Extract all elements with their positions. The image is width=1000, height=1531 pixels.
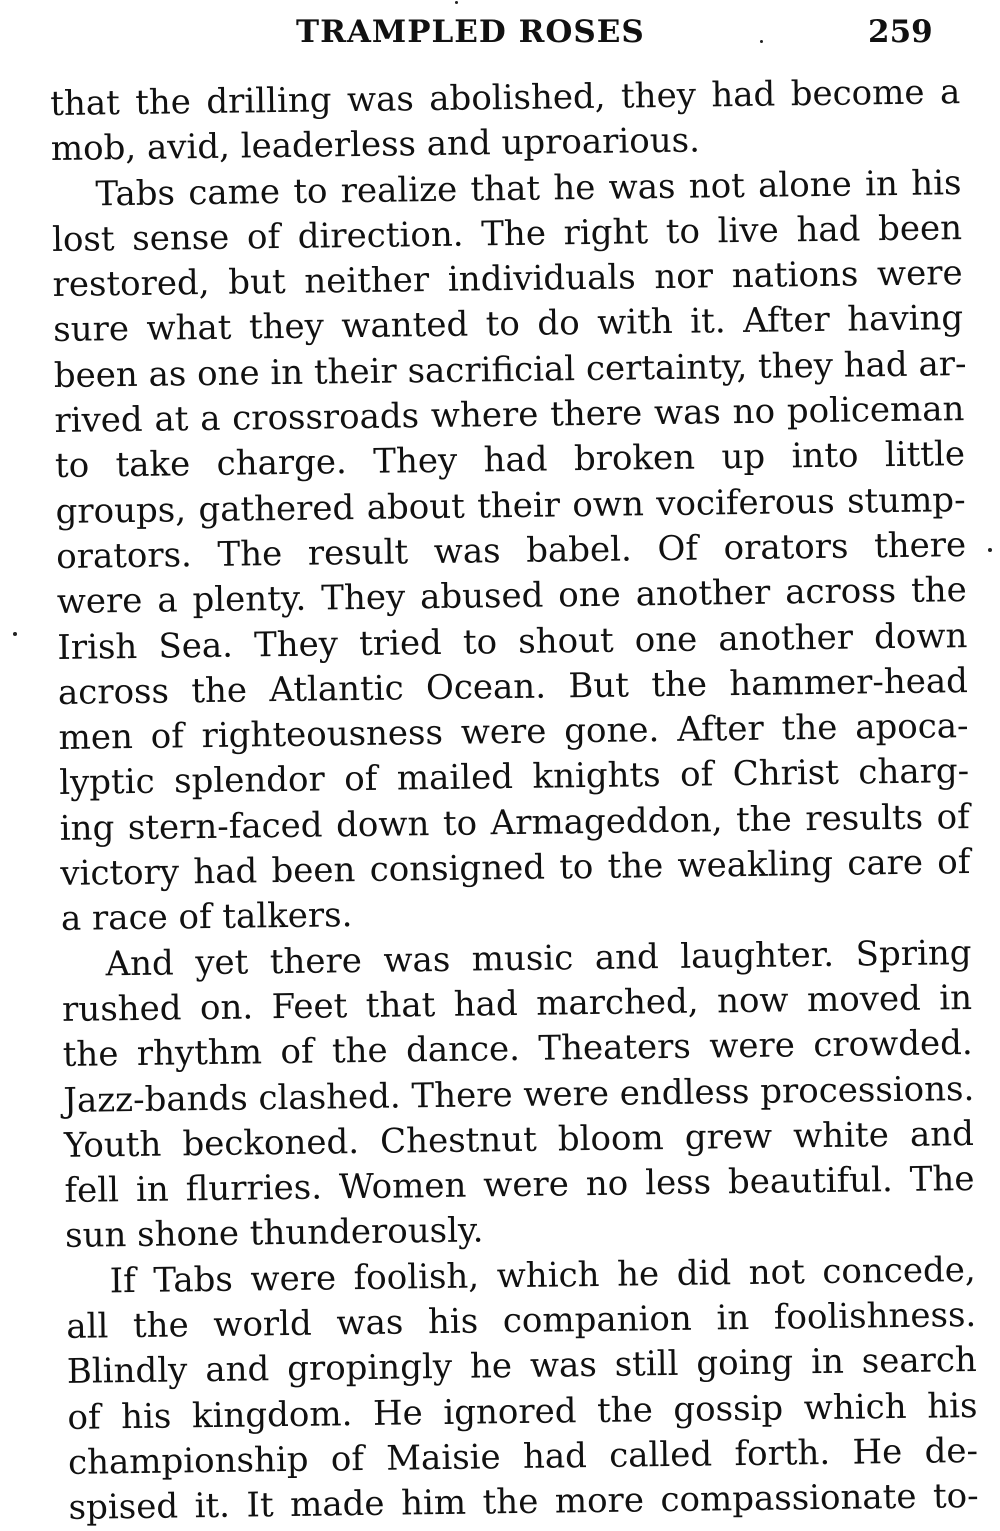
text-line: rushed on. Feet that had marched, now moved in (61, 977, 973, 1030)
print-speck (455, 1, 458, 4)
running-title: TRAMPLED ROSES (296, 14, 645, 50)
print-speck (988, 548, 992, 552)
text-line: Youth beckoned. Chestnut bloom grew white and (63, 1113, 975, 1166)
text-line: If Tabs were foolish, which he did not concede, (109, 1249, 976, 1302)
text-line: sure what they wanted to do with it. After having (52, 298, 964, 351)
text-line: lyptic splendor of mailed knights of Christ charg- (58, 751, 970, 804)
text-line: championship of Maisie had called forth. He de- (67, 1430, 979, 1483)
text-line: lost sense of direction. The right to live had been (51, 207, 963, 260)
print-speck (760, 40, 763, 43)
print-speck (13, 632, 17, 636)
text-line: of his kingdom. He ignored the gossip which his (67, 1385, 978, 1438)
running-head (0, 8, 1000, 58)
text-line: all the world was his companion in foolishness. (66, 1294, 977, 1347)
text-line: spised it. It made him the more compassionate to- (68, 1476, 979, 1529)
text-line: Jazz-bands clashed. There were endless processions. (63, 1068, 975, 1121)
text-line: groups, gathered about their own vociferous stump- (55, 479, 966, 532)
text-line: been as one in their sacrificial certainty, they had ar- (53, 343, 967, 396)
text-line: sun shone thunderously. (64, 1210, 484, 1257)
text-line: men of righteousness were gone. After the apoca- (58, 706, 969, 759)
text-line: across the Atlantic Ocean. But the hammer-head (57, 660, 969, 713)
text-line: ing stern-faced down to Armageddon, the results of (59, 796, 970, 849)
page-number: 259 (868, 14, 933, 50)
text-line: the rhythm of the dance. Theaters were crowded. (62, 1023, 973, 1076)
text-line: Tabs came to realize that he was not alone in his (95, 162, 962, 215)
text-line: rived at a crossroads where there was no policeman (54, 389, 965, 442)
text-line: that the drilling was abolished, they had become a (50, 72, 961, 124)
text-line: victory had been consigned to the weakling care of (60, 842, 971, 894)
body-text (50, 70, 979, 1531)
text-line: were a plenty. They abused one another across the (56, 570, 967, 623)
text-line: And yet there was music and laughter. Spring (105, 932, 972, 984)
text-line: restored, but neither individuals nor nations were (52, 253, 963, 306)
text-line: orators. The result was babel. Of orators there (55, 525, 967, 577)
text-line: fell in flurries. Women were no less beautiful. The (64, 1159, 975, 1212)
text-line: Blindly and gropingly he was still going in search (66, 1340, 978, 1393)
text-line: to take charge. They had broken up into little (54, 434, 966, 487)
text-line: Irish Sea. They tried to shout one another down (57, 615, 968, 668)
text-line: a race of talkers. (60, 895, 353, 940)
text-line: mob, avid, leaderless and uproarious. (50, 120, 701, 170)
